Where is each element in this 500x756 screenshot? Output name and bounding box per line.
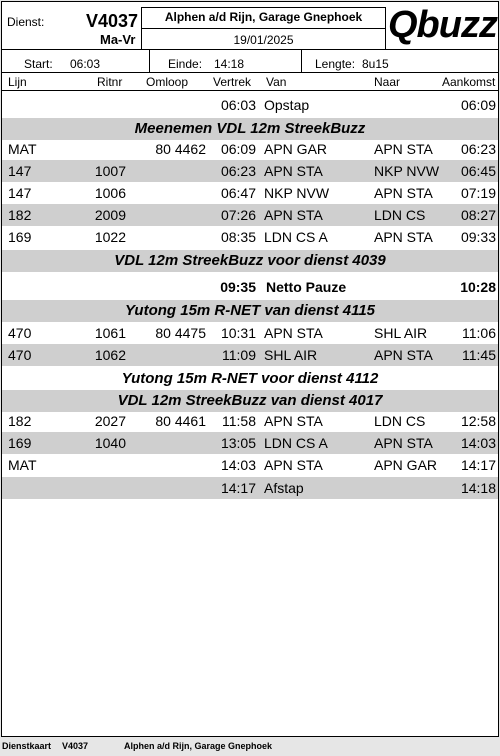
cell-van: SHL AIR — [264, 347, 318, 363]
cell-van: Afstap — [264, 480, 304, 496]
section-header: Meenemen VDL 12m StreekBuzz — [2, 118, 498, 140]
lengte-label: Lengte: — [315, 57, 356, 71]
location-title: Alphen a/d Rijn, Garage Gnephoek — [164, 10, 363, 24]
cell-ritnr: 1006 — [94, 185, 126, 201]
duty-card — [1, 1, 499, 737]
lengte-value: 8u15 — [362, 57, 389, 71]
days-value: Ma-Vr — [100, 32, 136, 47]
cell-aankomst: 07:19 — [460, 185, 496, 201]
footer-location: Alphen a/d Rijn, Garage Gnephoek — [124, 741, 273, 751]
cell-naar: APN STA — [374, 347, 433, 363]
cell-van: Netto Pauze — [266, 279, 347, 295]
cell-naar: APN STA — [374, 185, 433, 201]
cell-van: LDN CS A — [264, 435, 328, 451]
table-row — [2, 138, 498, 160]
start-label: Start: — [24, 57, 53, 71]
col-naar: Naar — [374, 75, 401, 89]
table-row — [2, 182, 498, 204]
cell-ritnr: 1061 — [94, 325, 126, 341]
header-box-mid — [141, 28, 386, 29]
footer-card-label: Dienstkaart — [2, 741, 52, 751]
cell-lijn: 169 — [8, 229, 32, 245]
cell-aankomst: 06:09 — [460, 97, 496, 113]
col-ritnr: Ritnr — [97, 75, 123, 89]
cell-lijn: 182 — [8, 207, 32, 223]
cell-naar: LDN CS — [374, 207, 426, 223]
cell-vertrek: 11:09 — [222, 347, 256, 363]
cell-ritnr: 2009 — [94, 207, 126, 223]
header-box-top — [141, 7, 386, 8]
section-header: Yutong 15m R-NET voor dienst 4112 — [121, 370, 379, 387]
qbuzz-logo: Qbuzz — [388, 4, 497, 46]
cell-vertrek: 06:47 — [220, 185, 256, 201]
cell-aankomst: 10:28 — [460, 279, 496, 295]
header-line-3 — [2, 90, 498, 91]
dienst-value: V4037 — [86, 11, 139, 31]
cell-naar: APN STA — [374, 141, 433, 157]
cell-naar: LDN CS — [374, 413, 426, 429]
pause-row — [2, 274, 498, 300]
cell-naar: APN STA — [374, 435, 433, 451]
cell-aankomst: 08:27 — [460, 207, 496, 223]
cell-vertrek: 06:09 — [220, 141, 256, 157]
cell-vertrek: 06:23 — [220, 163, 256, 179]
cell-lijn: 182 — [8, 413, 32, 429]
cell-lijn: 470 — [8, 347, 32, 363]
table-row — [2, 454, 498, 476]
cell-lijn: 147 — [8, 163, 32, 179]
cell-lijn: MAT — [8, 457, 37, 473]
table-row — [2, 204, 498, 226]
table-row — [2, 226, 498, 248]
col-aankomst: Aankomst — [442, 75, 496, 89]
cell-vertrek: 10:31 — [220, 325, 256, 341]
cell-ritnr: 2027 — [94, 413, 126, 429]
section-header: VDL 12m StreekBuzz voor dienst 4039 — [2, 250, 498, 272]
table-row — [2, 94, 498, 116]
einde-divider — [301, 50, 302, 72]
table-row — [2, 344, 498, 366]
cell-aankomst: 11:06 — [462, 325, 496, 341]
table-row — [2, 160, 498, 182]
cell-van: APN STA — [264, 413, 323, 429]
cell-van: APN STA — [264, 207, 323, 223]
cell-van: Opstap — [264, 97, 310, 113]
date-value: 19/01/2025 — [233, 33, 294, 47]
cell-omloop: 80 4461 — [155, 413, 206, 429]
cell-lijn: 470 — [8, 325, 32, 341]
cell-aankomst: 14:18 — [460, 480, 496, 496]
cell-van: APN STA — [264, 457, 323, 473]
einde-value: 14:18 — [214, 57, 245, 71]
cell-van: NKP NVW — [264, 185, 330, 201]
cell-aankomst: 09:33 — [460, 229, 496, 245]
cell-lijn: 169 — [8, 435, 32, 451]
section-header: Yutong 15m R-NET van dienst 4115 — [2, 300, 498, 322]
col-lijn: Lijn — [8, 75, 27, 89]
col-vertrek: Vertrek — [213, 75, 252, 89]
cell-vertrek: 13:05 — [220, 435, 256, 451]
header-line-2 — [2, 72, 498, 73]
cell-naar: SHL AIR — [374, 325, 428, 341]
cell-vertrek: 11:58 — [222, 413, 256, 429]
cell-ritnr: 1040 — [94, 435, 126, 451]
cell-omloop: 80 4462 — [155, 141, 206, 157]
table-row — [2, 322, 498, 344]
table-row — [2, 432, 498, 454]
cell-vertrek: 06:03 — [220, 97, 256, 113]
cell-lijn: MAT — [8, 141, 37, 157]
table-row — [2, 410, 498, 432]
einde-label: Einde: — [168, 57, 203, 71]
cell-vertrek: 07:26 — [220, 207, 256, 223]
header-line-1 — [2, 49, 498, 50]
cell-van: APN STA — [264, 325, 323, 341]
cell-naar: NKP NVW — [374, 163, 440, 179]
cell-vertrek: 09:35 — [220, 279, 256, 295]
cell-van: LDN CS A — [264, 229, 328, 245]
col-van: Van — [266, 75, 287, 89]
cell-vertrek: 14:17 — [220, 480, 256, 496]
table-row — [2, 477, 498, 499]
section-header: VDL 12m StreekBuzz van dienst 4017 — [2, 390, 498, 412]
cell-vertrek: 08:35 — [220, 229, 256, 245]
cell-aankomst: 06:45 — [460, 163, 496, 179]
cell-aankomst: 14:03 — [460, 435, 496, 451]
cell-ritnr: 1022 — [94, 229, 126, 245]
cell-omloop: 80 4475 — [155, 325, 206, 341]
cell-naar: APN STA — [374, 229, 433, 245]
dienst-label: Dienst: — [7, 15, 45, 29]
cell-aankomst: 11:45 — [462, 347, 496, 363]
cell-van: APN STA — [264, 163, 323, 179]
cell-aankomst: 14:17 — [460, 457, 496, 473]
start-value: 06:03 — [70, 57, 101, 71]
cell-ritnr: 1007 — [94, 163, 126, 179]
cell-vertrek: 14:03 — [220, 457, 256, 473]
col-omloop: Omloop — [146, 75, 189, 89]
cell-van: APN GAR — [264, 141, 328, 157]
cell-aankomst: 06:23 — [460, 141, 496, 157]
footer-card-value: V4037 — [62, 741, 89, 751]
cell-naar: APN GAR — [374, 457, 438, 473]
cell-lijn: 147 — [8, 185, 32, 201]
cell-ritnr: 1062 — [94, 347, 126, 363]
start-divider — [149, 50, 150, 72]
cell-aankomst: 12:58 — [460, 413, 496, 429]
